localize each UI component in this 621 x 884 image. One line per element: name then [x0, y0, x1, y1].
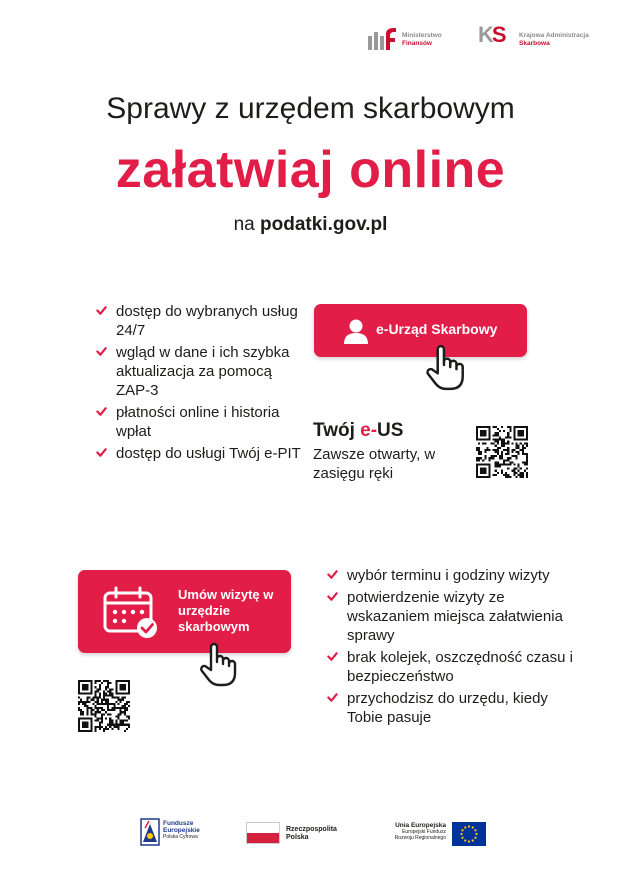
- mf-logo-line2: Finansów: [402, 39, 432, 47]
- headline-url-line: [0, 214, 621, 236]
- fe-logo-line2: Europejskie: [163, 827, 200, 834]
- headline-subtitle: Sprawy z urzędem skarbowym: [106, 92, 515, 125]
- kas-logo-mark: [478, 22, 505, 48]
- url-link[interactable]: podatki.gov.pl: [260, 214, 388, 235]
- kas-logo-line1: Krajowa Administracja: [519, 32, 589, 39]
- qr-code-icon[interactable]: [78, 680, 130, 732]
- eu-flag-icon: [452, 822, 486, 846]
- check-icon: [327, 591, 338, 602]
- eus-title-prefix: Twój: [313, 420, 361, 441]
- qr-code-icon[interactable]: [476, 426, 528, 478]
- feature-text: dostęp do wybranych usług 24/7: [116, 303, 298, 339]
- eus-title: [313, 420, 403, 442]
- fe-logo-line3: Polska Cyfrowa: [163, 834, 198, 840]
- kas-mark-s: S: [491, 22, 505, 47]
- check-icon: [96, 406, 107, 417]
- person-icon: [342, 317, 370, 345]
- mf-logo-mark-icon: [368, 28, 400, 50]
- polish-flag-icon: [246, 822, 280, 844]
- ue-logo-line1: Unia Europejska: [395, 822, 446, 829]
- rp-logo-line2: Polska: [286, 834, 309, 841]
- ministry-of-finance-logo: [368, 22, 458, 52]
- schedule-visit-label: Umów wizytę w urzędzie skarbowym: [178, 587, 274, 634]
- check-icon: [327, 651, 338, 662]
- ue-logo-line3: Rozwoju Regionalnego: [394, 835, 446, 841]
- schedule-visit-button[interactable]: [78, 570, 291, 653]
- list-item: [325, 588, 585, 645]
- mf-logo-line1: Ministerstwo: [402, 32, 442, 39]
- rzeczpospolita-polska-logo: [246, 822, 356, 846]
- calendar-check-icon: [102, 586, 160, 640]
- kas-mark-k: K: [478, 22, 492, 47]
- check-icon: [96, 447, 107, 458]
- feature-text: dostęp do usługi Twój e-PIT: [116, 445, 301, 462]
- fe-logo-line1: Fundusze: [163, 820, 194, 827]
- kas-logo: [478, 20, 608, 54]
- check-icon: [96, 305, 107, 316]
- list-item: [325, 689, 585, 727]
- ue-logo-line2: Europejski Fundusz: [402, 829, 446, 835]
- list-item: [94, 302, 304, 340]
- feature-text: brak kolejek, oszczędność czasu i bezpieczeństwo: [347, 649, 573, 685]
- feature-text: wybór terminu i godziny wizyty: [347, 567, 550, 584]
- eus-title-suffix: US: [377, 420, 404, 441]
- list-item: [94, 343, 304, 400]
- list-item: [94, 444, 304, 463]
- fundusze-europejskie-mark-icon: [140, 818, 160, 846]
- rp-logo-line1: Rzeczpospolita: [286, 826, 337, 833]
- eus-title-highlight: e-: [360, 420, 378, 441]
- check-icon: [327, 692, 338, 703]
- list-item: [94, 403, 304, 441]
- url-prefix: na: [233, 214, 255, 235]
- eus-subtitle: Zawsze otwarty, w zasięgu ręki: [313, 446, 436, 482]
- unia-europejska-logo: [382, 820, 486, 850]
- list-item: [325, 648, 585, 686]
- visit-feature-list: [325, 566, 585, 730]
- eurzad-button-label: e-Urząd Skarbowy: [376, 321, 498, 337]
- headline-title: załatwiaj online: [115, 141, 506, 199]
- kas-logo-line2: Skarbowa: [519, 39, 550, 47]
- feature-text: wgląd w dane i ich szybka aktualizacja za pomocą ZAP-3: [116, 344, 290, 399]
- hand-pointer-icon: [194, 640, 242, 688]
- fundusze-europejskie-logo: [140, 816, 230, 848]
- check-icon: [327, 569, 338, 580]
- check-icon: [96, 346, 107, 357]
- list-item: [325, 566, 585, 585]
- feature-text: potwierdzenie wizyty ze wskazaniem miejsca załatwienia sprawy: [347, 589, 563, 644]
- feature-text: przychodzisz do urzędu, kiedy Tobie pasuje: [347, 690, 548, 726]
- feature-text: płatności online i historia wpłat: [116, 404, 280, 440]
- eurzad-feature-list: [94, 302, 304, 466]
- hand-pointer-icon: [414, 342, 476, 392]
